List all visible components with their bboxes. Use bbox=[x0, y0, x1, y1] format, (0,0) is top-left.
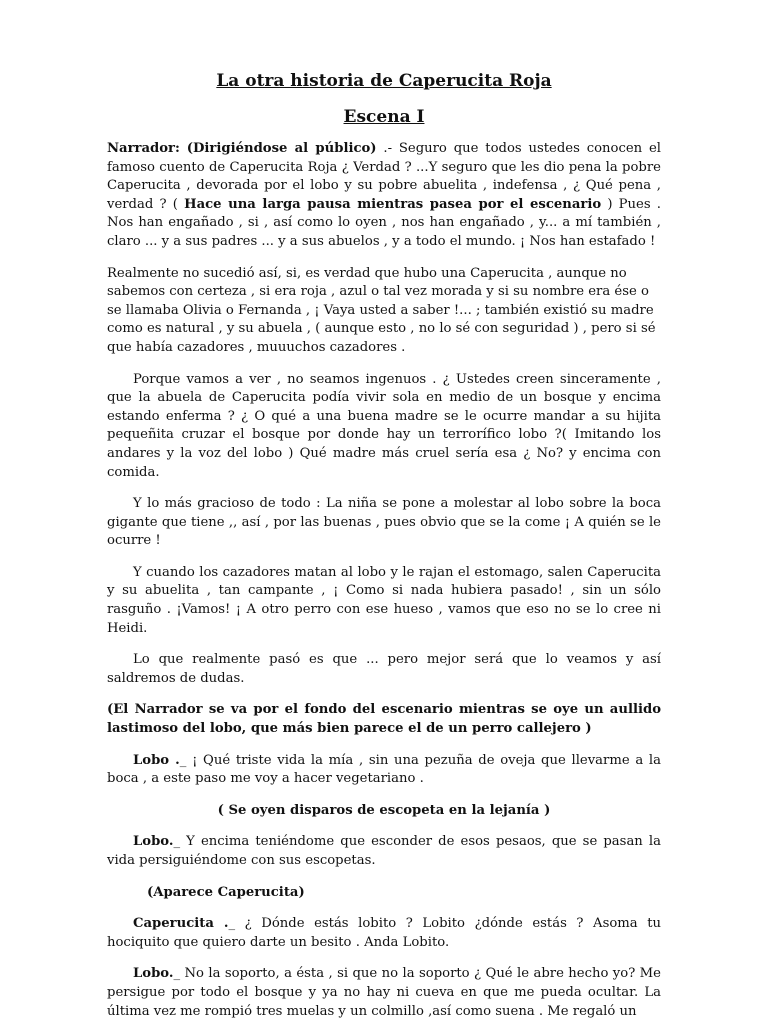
dialogue-line bbox=[107, 833, 661, 870]
speaker-label: Caperucita . bbox=[133, 916, 229, 932]
paragraph-text: ) Pues . Nos han engañado , si , así como lo oyen , nos han engañado , y... a mí también , claro ... y a sus padres ... y a sus abuelos , y a todo el mundo. ¡ Nos han estafado ! bbox=[107, 196, 661, 249]
speaker-label: Lobo . bbox=[133, 752, 180, 768]
dialogue-line bbox=[107, 965, 661, 1021]
dialogue-line bbox=[107, 752, 661, 789]
stage-direction-block bbox=[107, 884, 661, 903]
speaker-label: Lobo. bbox=[133, 834, 174, 850]
speaker-label: Narrador: bbox=[107, 141, 180, 156]
stage-direction-block bbox=[107, 701, 661, 738]
stage-direction: (El Narrador se va por el fondo del escenario mientras se oye un aullido lastimoso del lobo, que más bien parece el de un perro callejero ) bbox=[107, 702, 661, 737]
paragraph: Y cuando los cazadores matan al lobo y le rajan el estomago, salen Caperucita y su abuelita , tan campante , ¡ Como si nada hubiera pasado! , sin un sólo rasguño . ¡Vamos! ¡ A otro perro con ese hueso , vamos que eso no se lo cree ni Heidi. bbox=[107, 564, 661, 636]
dialogue-line bbox=[107, 915, 661, 952]
document-body bbox=[107, 140, 661, 1034]
dialogue-text: _ Y encima teniéndome que esconder de esos pesaos, que se pasan la vida persiguiéndome con sus escopetas. bbox=[107, 834, 661, 868]
paragraph: Porque vamos a ver , no seamos ingenuos . ¿ Ustedes creen sinceramente , que la abuela de Caperucita podía vivir sola en medio de un bosque y encima estando enferma ? ¿ O qué a una buena madre se le ocurre mandar a su hijita pequeñita cruzar el bosque por donde hay un terrorífico lobo ?( Imitando los andares y la voz del lobo ) Qué madre más cruel sería esa ¿ No? y encima con comida. bbox=[107, 371, 661, 480]
paragraph: Lo que realmente pasó es que ... pero mejor será que lo veamos y así saldremos de dudas. bbox=[107, 652, 661, 686]
dialogue-text: _ ¿ Dónde estás lobito ? Lobito ¿dónde estás ? Asoma tu hociquito que quiero darte un besito . Anda Lobito. bbox=[107, 916, 662, 950]
paragraph-narrator-intro bbox=[107, 140, 661, 252]
stage-direction: (Dirigiéndose al público) bbox=[186, 141, 377, 156]
dialogue-text: _ No la soporto, a ésta , si que no la soporto ¿ Qué le abre hecho yo? Me persigue por todo el bosque y ya no hay ni cueva en que me pueda ocultar. La última vez me rompió tres muelas y un colmillo ,así como suena . Me regaló un bbox=[107, 966, 661, 1019]
stage-direction: (Aparece Caperucita) bbox=[147, 884, 305, 900]
speaker-label: Lobo. bbox=[133, 966, 174, 982]
stage-direction-block bbox=[107, 802, 661, 821]
document-title: La otra historia de Caperucita Roja bbox=[216, 71, 552, 91]
paragraph: Y lo más gracioso de todo : La niña se pone a molestar al lobo sobre la boca gigante que tiene ,, así , por las buenas , pues obvio que se la come ¡ A quién se le ocurre ! bbox=[107, 496, 661, 549]
paragraph: Realmente no sucedió así, si, es verdad que hubo una Caperucita , aunque no sabemos con certeza , si era roja , azul o tal vez morada y si su nombre era ése o se llamaba Olivia o Fernanda , ¡ Vaya usted a saber !... ; también existió su madre como es natural , y su abuela , ( aunque esto , no lo sé con seguridad ) , pero si sé que había cazadores , muuuchos cazadores . bbox=[107, 265, 656, 355]
dialogue-text: _ ¡ Qué triste vida la mía , sin una pezuña de oveja que llevarme a la boca , a este paso me voy a hacer vegetariano . bbox=[107, 752, 661, 787]
stage-direction: ( Se oyen disparos de escopeta en la lejanía ) bbox=[217, 802, 551, 818]
scene-heading: Escena I bbox=[343, 107, 425, 127]
paragraph-text: .- Seguro que todos ustedes conocen el famoso cuento de Caperucita Roja ¿ Verdad ? ...Y seguro que les dio pena la pobre Caperucita , devorada por el lobo y su pobre abuelita , indefensa , ¿ Qué pena , verdad ? ( bbox=[107, 141, 661, 212]
stage-direction: Hace una larga pausa mientras pasea por el escenario bbox=[184, 196, 602, 212]
